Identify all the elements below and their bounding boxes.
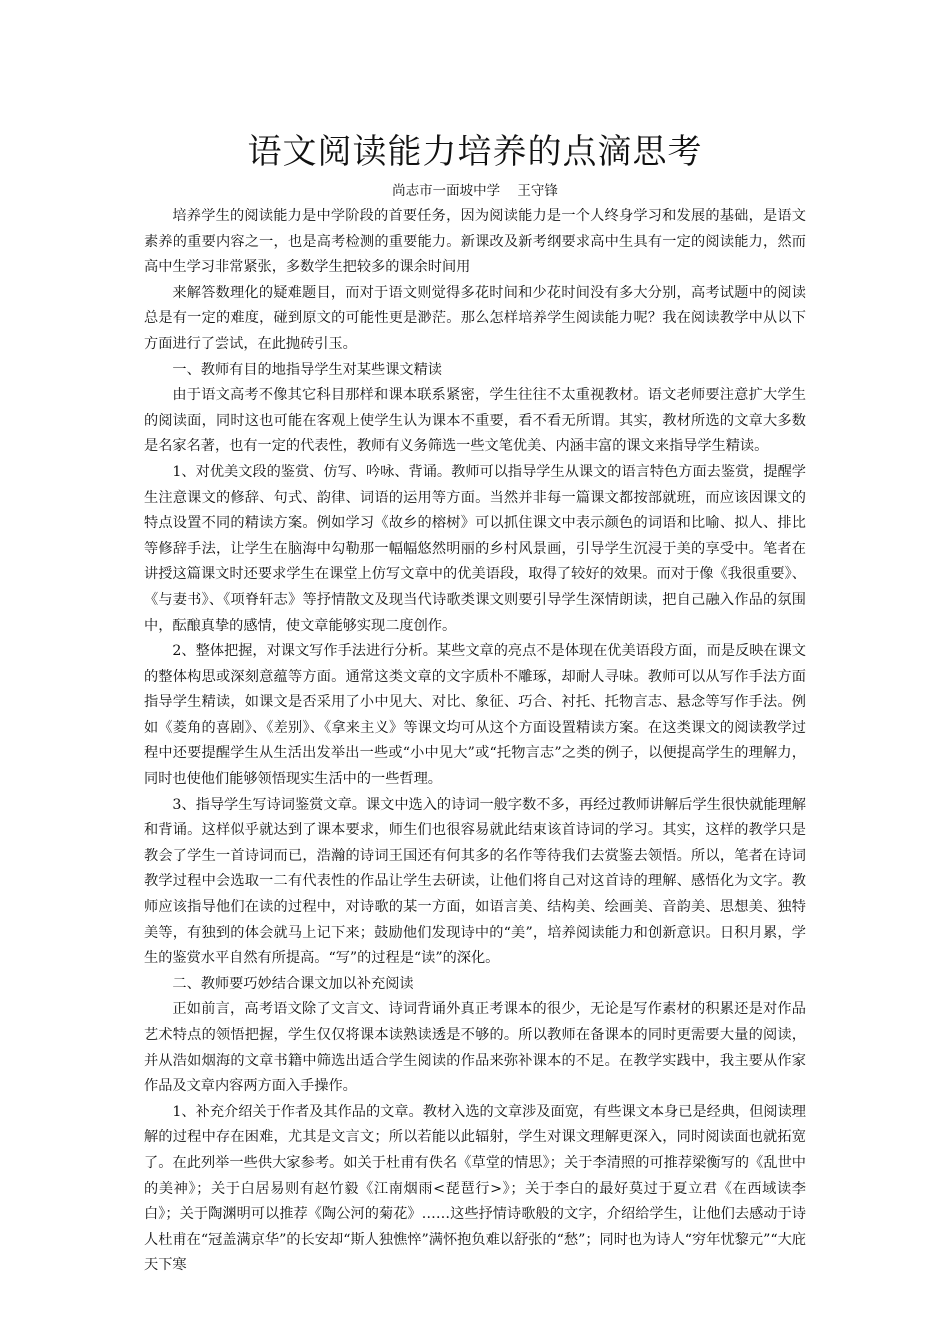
body-paragraph: 来解答数理化的疑难题目，而对于语文则觉得多花时间和少花时间没有多大分别，高考试题中的阅读总是有一定的难度，碰到原文的可能性更是渺茫。那么怎样培养学生阅读能力呢？我在阅读教学中从以下方面进行了尝试，在此抛砖引玉。 <box>144 284 806 352</box>
body-paragraph: 3、指导学生写诗词鉴赏文章。课文中选入的诗词一般字数不多，再经过教师讲解后学生很快就能理解和背诵。这样似乎就达到了课本要求，师生们也很容易就此结束该首诗词的学习。其实，这样的教学只是教会了学生一首诗词而已，浩瀚的诗词王国还有何其多的名作等待我们去赏鉴去领悟。所以，笔者在诗词教学过程中会选取一二有代表性的作品让学生去研读，让他们将自己对这首诗的理解、感悟化为文字。教师应该指导他们在读的过程中，对诗歌的某一方面，如语言美、结构美、绘画美、音韵美、思想美、独特美等，有独到的体会就马上记下来；鼓励他们发现诗中的“美”，培养阅读能力和创新意识。日积月累，学生的鉴赏水平自然有所提高。“写”的过程是“读”的深化。 <box>144 796 806 967</box>
section-heading: 二、教师要巧妙结合课文加以补充阅读 <box>172 975 414 992</box>
document-body <box>144 204 806 1279</box>
document-page <box>144 128 806 1279</box>
section-heading: 一、教师有目的地指导学生对某些课文精读 <box>172 361 442 378</box>
body-paragraph: 1、补充介绍关于作者及其作品的文章。教材入选的文章涉及面宽，有些课文本身已是经典，但阅读理解的过程中存在困难，尤其是文言文；所以若能以此辐射，学生对课文理解更深入，同时阅读面也就拓宽了。在此列举一些供大家参考。如关于杜甫有佚名《草堂的情思》；关于李清照的可推荐梁衡写的《乱世中的美神》；关于白居易则有赵竹毅《江南烟雨<琵琶行>》；关于李白的最好莫过于夏立君《在西域读李白》；关于陶渊明可以推荐《陶公河的菊花》……这些抒情诗歌般的文字，介绍给学生，让他们去感动于诗人杜甫在“冠盖满京华”的长安却“斯人独憔悴”满怀抱负难以舒张的“愁”；同时也为诗人“穷年忧黎元”“大庇天下寒 <box>144 1103 806 1274</box>
body-paragraph: 培养学生的阅读能力是中学阶段的首要任务，因为阅读能力是一个人终身学习和发展的基础，是语文素养的重要内容之一，也是高考检测的重要能力。新课改及新考纲要求高中生具有一定的阅读能力，然而高中生学习非常紧张，多数学生把较多的课余时间用 <box>144 208 806 276</box>
document-title: 语文阅读能力培养的点滴思考 <box>247 132 703 172</box>
body-paragraph: 1、对优美文段的鉴赏、仿写、吟咏、背诵。教师可以指导学生从课文的语言特色方面去鉴赏，提醒学生注意课文的修辞、句式、韵律、词语的运用等方面。当然并非每一篇课文都按部就班，而应该因课文的特点设置不同的精读方案。例如学习《故乡的榕树》可以抓住课文中表示颜色的词语和比喻、拟人、排比等修辞手法，让学生在脑海中勾勒那一幅幅悠然明丽的乡村风景画，引导学生沉浸于美的享受中。笔者在讲授这篇课文时还要求学生在课堂上仿写文章中的优美语段，取得了较好的效果。而对于像《我很重要》、《与妻书》、《项脊轩志》等抒情散文及现当代诗歌类课文则要引导学生深情朗读，把自己融入作品的氛围中，酝酿真挚的感情，使文章能够实现二度创作。 <box>144 463 806 634</box>
body-paragraph: 正如前言，高考语文除了文言文、诗词背诵外真正考课本的很少，无论是写作素材的积累还是对作品艺术特点的领悟把握，学生仅仅将课本读熟读透是不够的。所以教师在备课本的同时更需要大量的阅读，并从浩如烟海的文章书籍中筛选出适合学生阅读的作品来弥补课本的不足。在教学实践中，我主要从作家作品及文章内容两方面入手操作。 <box>144 1001 806 1095</box>
author-byline: 尚志市一面坡中学 王守锋 <box>392 183 558 199</box>
body-paragraph: 2、整体把握，对课文写作手法进行分析。某些文章的亮点不是体现在优美语段方面，而是反映在课文的整体构思或深刻意蕴等方面。通常这类文章的文字质朴不雕琢，却耐人寻味。教师可以从写作手法方面指导学生精读，如课文是否采用了小中见大、对比、象征、巧合、衬托、托物言志、悬念等写作手法。例如《菱角的喜剧》、《差别》、《拿来主义》等课文均可从这个方面设置精读方案。在这类课文的阅读教学过程中还要提醒学生从生活出发举出一些或“小中见大”或“托物言志”之类的例子，以便提高学生的理解力，同时也使他们能够领悟现实生活中的一些哲理。 <box>144 643 806 788</box>
body-paragraph: 由于语文高考不像其它科目那样和课本联系紧密，学生往往不太重视教材。语文老师要注意扩大学生的阅读面，同时这也可能在客观上使学生认为课本不重要，看不看无所谓。其实，教材所选的文章大多数是名家名著，也有一定的代表性，教师有义务筛选一些文笔优美、内涵丰富的课文来指导学生精读。 <box>144 387 806 455</box>
